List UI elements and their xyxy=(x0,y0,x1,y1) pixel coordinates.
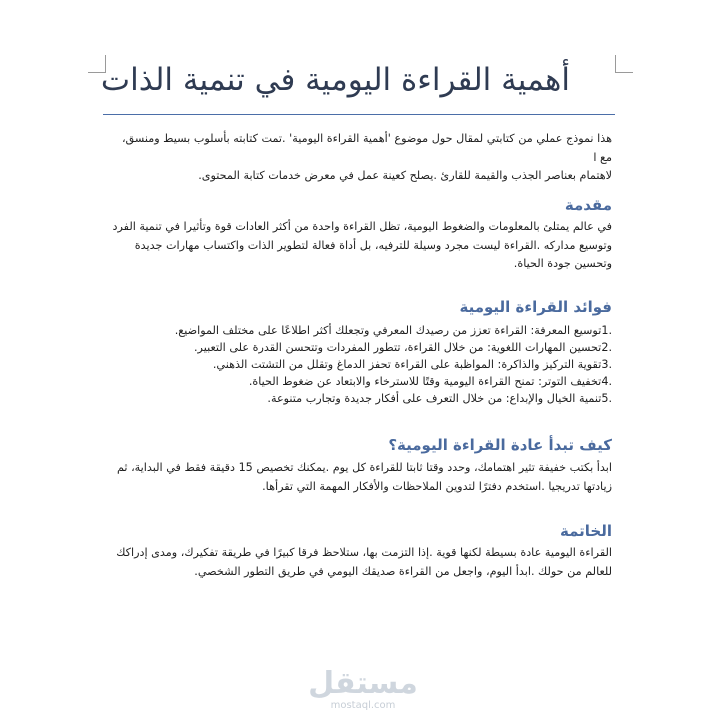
list-item: .2تحسين المهارات اللغوية: من خلال القراءة، تتطور المفردات وتتحسن القدرة على التعبير. xyxy=(194,341,612,354)
intro-paragraph xyxy=(107,130,612,186)
paragraph-line: في عالم يمتلئ بالمعلومات والضغوط اليومية، تظل القراءة واحدة من أكثر العادات قوة وتأثيرا في تنمية الفرد xyxy=(112,220,612,233)
intro-line: هذا نموذج عملي من كتابتي لمقال حول موضوع 'أهمية القراءة اليومية' .تمت كتابته بأسلوب بسيط ومنسق، مع ا xyxy=(121,132,612,164)
section-conclusion-body xyxy=(107,544,612,581)
watermark-domain: mostaql.com xyxy=(330,700,396,711)
list-item: .3تقوية التركيز والذاكرة: المواظبة على القراءة تحفز الدماغ وتقلل من التشتت الذهني. xyxy=(212,358,612,371)
section-introduction xyxy=(107,194,612,216)
paragraph-line: وتحسين جودة الحياة. xyxy=(513,257,612,270)
paragraph-line: للعالم من حولك .ابدأ اليوم، واجعل من القراءة صديقك اليومي في طريق التطور الشخصي. xyxy=(194,564,612,578)
paragraph-line: زيادتها تدريجيا .استخدم دفترًا لتدوين الملاحظات والأفكار المهمة التي تقرأها. xyxy=(262,479,612,493)
paragraph-line: القراءة اليومية عادة بسيطة لكنها قوية .إذا التزمت بها، ستلاحظ فرقا كبيرًا في طريقة تفكيرك، ومدى إدراكك xyxy=(116,546,612,559)
section-heading: مقدمة xyxy=(564,196,612,214)
watermark-brand: مستقل xyxy=(308,666,418,701)
section-benefits xyxy=(107,296,612,318)
crop-mark-top-right-vertical xyxy=(615,55,616,73)
list-item: .5تنمية الخيال والإبداع: من خلال التعرف على أفكار جديدة وتجارب متنوعة. xyxy=(267,392,612,405)
crop-mark-top-right-horizontal xyxy=(615,72,633,73)
section-heading: الخاتمة xyxy=(559,522,612,540)
title-underline xyxy=(103,114,615,115)
paragraph-line: ابدأ بكتب خفيفة تثير اهتمامك، وحدد وقتا ثابتا للقراءة كل يوم .يمكنك تخصيص 15 دقيقة فقط في البداية، ثم xyxy=(116,461,612,474)
document-title: أهمية القراءة اليومية في تنمية الذات xyxy=(100,62,570,98)
section-conclusion xyxy=(107,520,612,542)
paragraph-line: وتوسيع مداركه .القراءة ليست مجرد وسيلة للترفيه، بل أداة فعالة لتطوير الذات واكتساب مهارات جديدة xyxy=(134,238,612,252)
section-how-to-start xyxy=(107,434,612,456)
benefits-list xyxy=(107,322,612,407)
section-heading: فوائد القراءة اليومية xyxy=(459,298,612,316)
section-heading: كيف تبدأ عادة القراءة اليومية؟ xyxy=(388,436,612,454)
section-introduction-body xyxy=(107,218,612,274)
benefits-list-container xyxy=(107,322,612,407)
intro-line: لاهتمام بعناصر الجذب والقيمة للقارئ .يصلح كعينة عمل في معرض خدمات كتابة المحتوى. xyxy=(198,169,612,182)
section-how-to-start-body xyxy=(107,459,612,496)
mostaql-watermark xyxy=(308,668,418,712)
list-item: .1توسيع المعرفة: القراءة تعزز من رصيدك المعرفي وتجعلك أكثر اطلاعًا على مختلف المواضيع. xyxy=(174,324,612,337)
list-item: .4تخفيف التوتر: تمنح القراءة اليومية وقتًا للاسترخاء والابتعاد عن ضغوط الحياة. xyxy=(248,375,612,388)
